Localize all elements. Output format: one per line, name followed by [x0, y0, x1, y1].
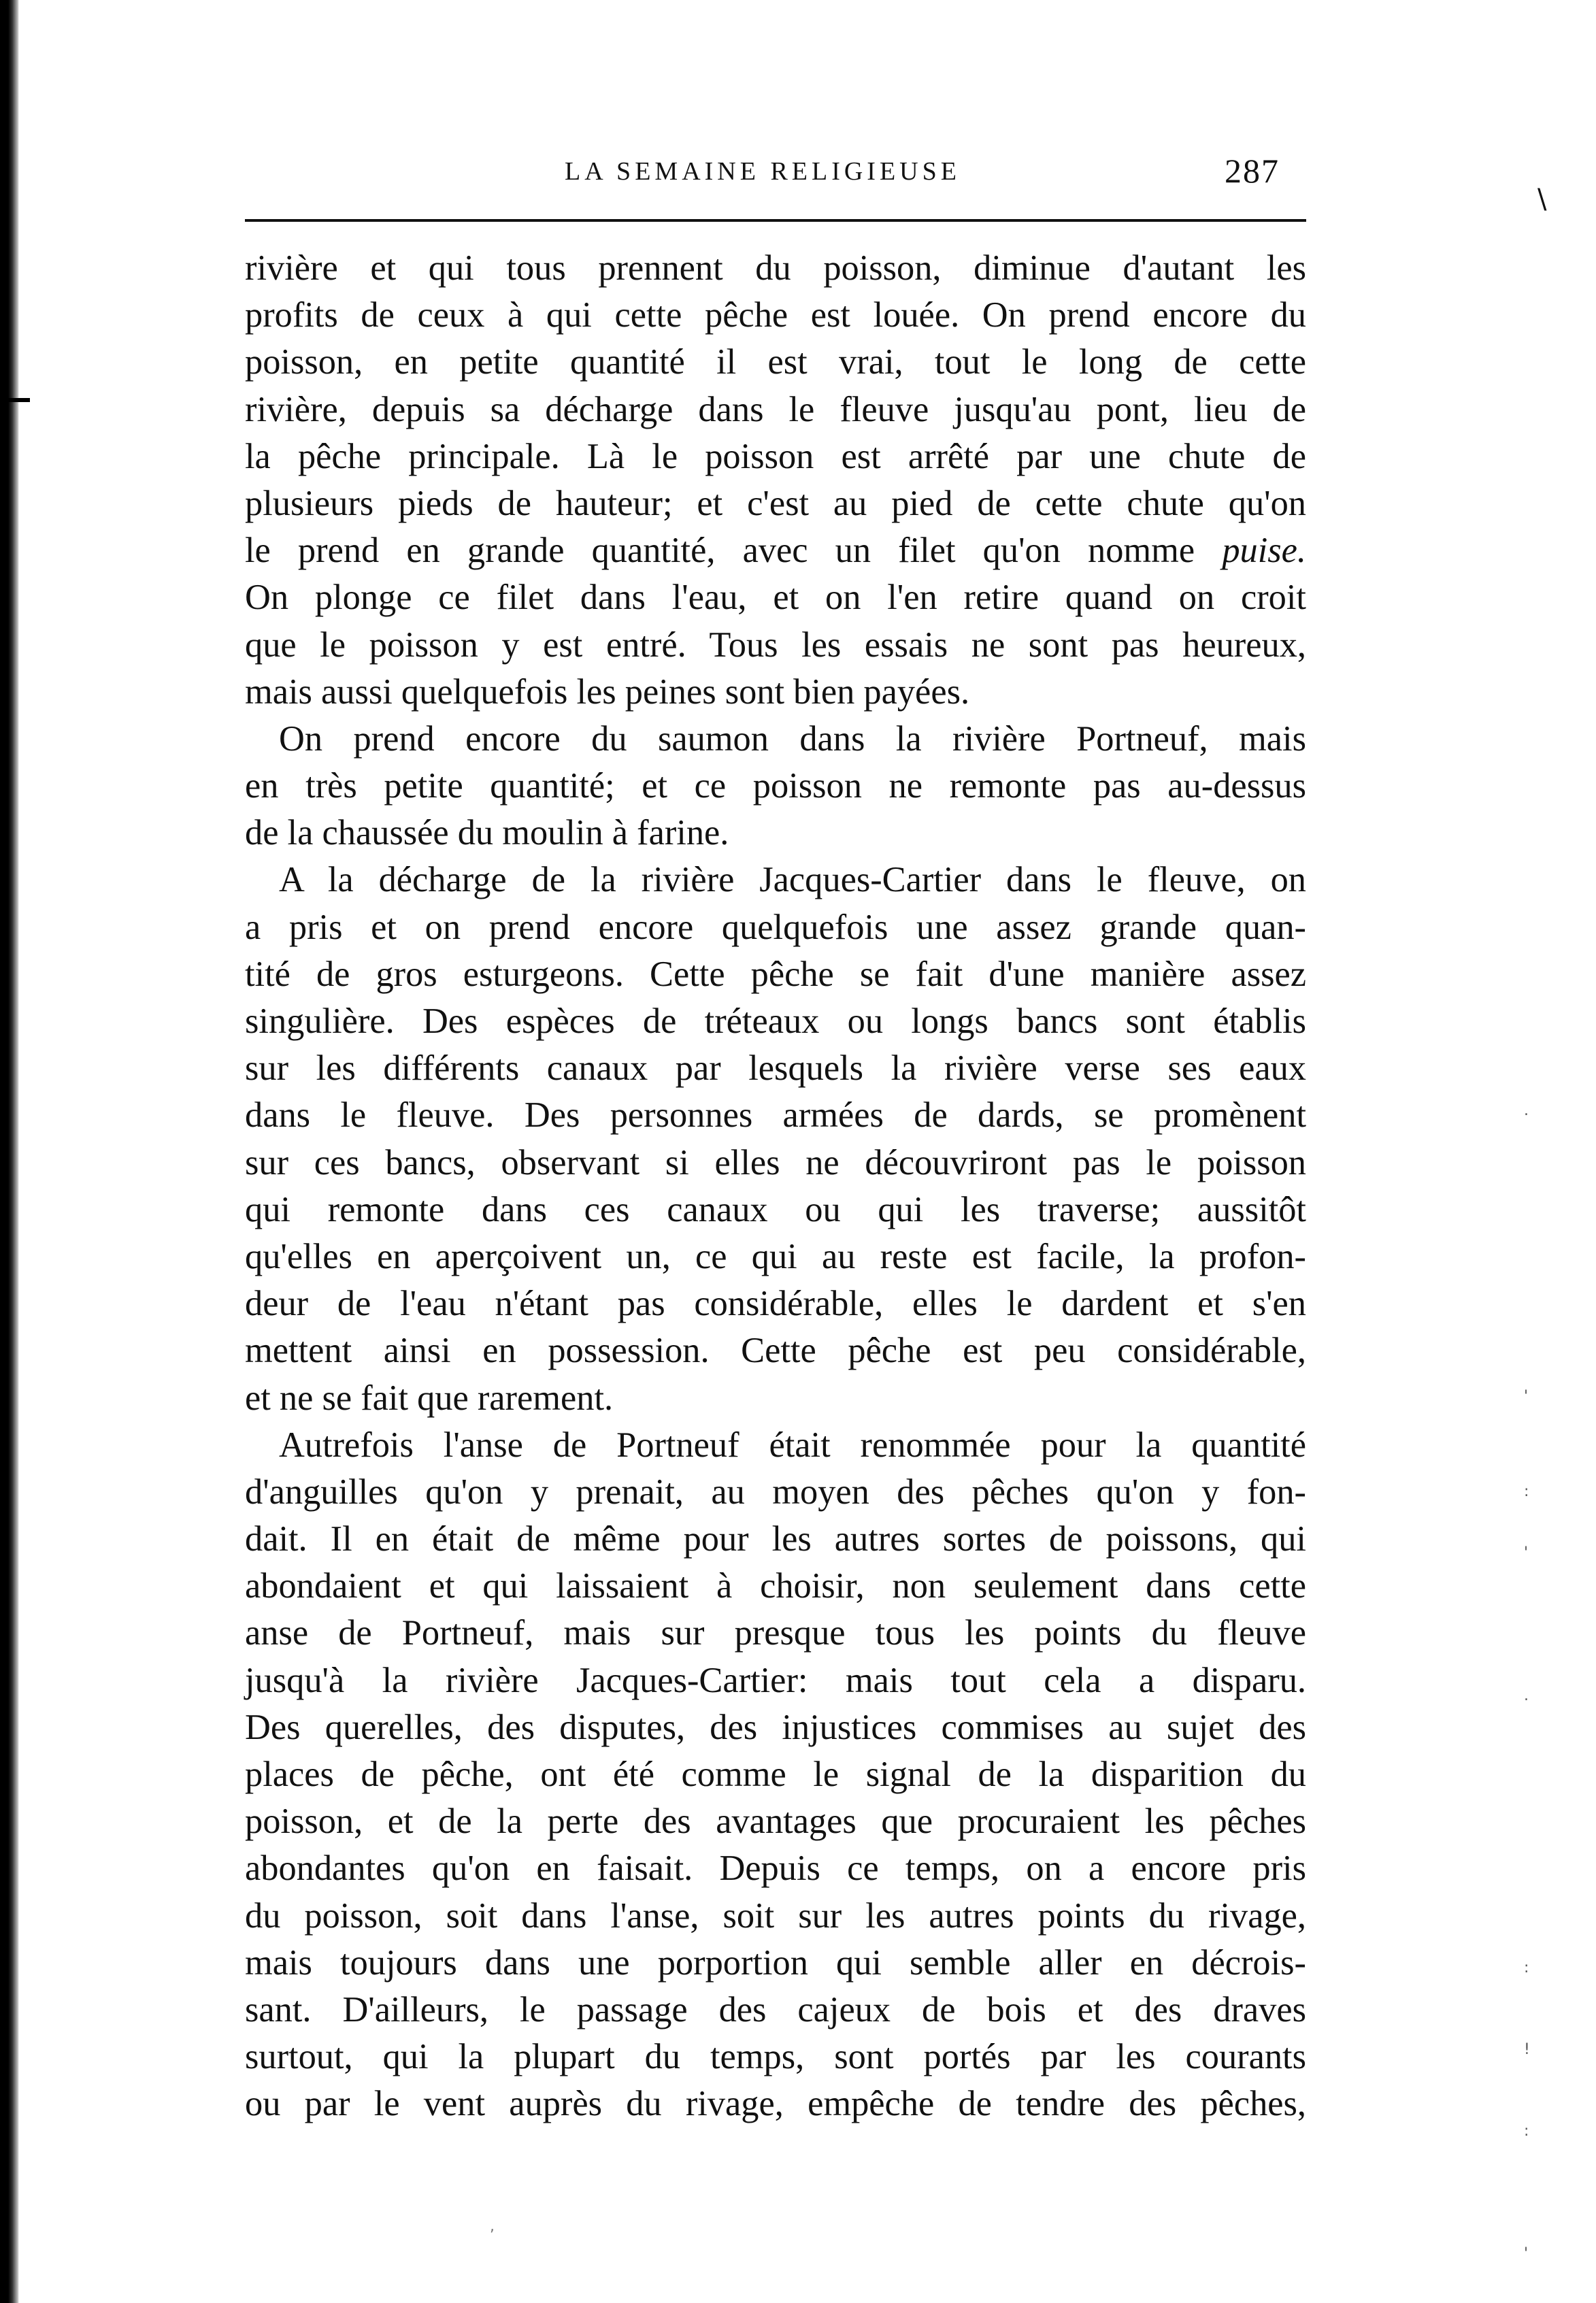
text-line: deur de l'eau n'étant pas considérable, elles le dardent et s'en: [245, 1284, 1306, 1324]
text-line: qu'elles en aperçoivent un, ce qui au reste est facile, la profon-: [245, 1236, 1306, 1276]
text-line: mais aussi quelquefois les peines sont bien payées.: [245, 672, 970, 712]
text-line: la pêche principale. Là le poisson est arrêté par une chute de: [245, 436, 1306, 476]
speck: ': [1524, 1544, 1529, 1561]
text-line: ou par le vent auprès du rivage, empêche de tendre des pêches,: [245, 2084, 1306, 2124]
book-page: [238, 143, 1327, 2124]
text-line: Des querelles, des disputes, des injustices commises au sujet des: [245, 1707, 1306, 1747]
text-line: singulière. Des espèces de tréteaux ou longs bancs sont établis: [245, 1001, 1306, 1041]
text-line: places de pêche, ont été comme le signal de la disparition du: [245, 1755, 1306, 1794]
text-line: abondaient et qui laissaient à choisir, non seulement dans cette: [245, 1566, 1306, 1606]
text-line: et ne se fait que rarement.: [245, 1378, 614, 1418]
speck: :: [1524, 1483, 1529, 1500]
running-head: [238, 143, 1327, 204]
page-number: 287: [1225, 152, 1280, 190]
text-line: mettent ainsi en possession. Cette pêche est peu considérable,: [245, 1331, 1306, 1371]
text-line: sur les différents canaux par lesquels la rivière verse ses eaux: [245, 1048, 1306, 1089]
scan-edge-shadow: [0, 0, 19, 2303]
text-line: Autrefois l'anse de Portneuf était renommée pour la quantité: [279, 1425, 1306, 1465]
text-line: rivière et qui tous prennent du poisson, diminue d'autant les: [245, 248, 1306, 288]
text-line: A la décharge de la rivière Jacques-Cartier dans le fleuve, on: [279, 860, 1306, 900]
body-text: [245, 245, 1306, 2128]
speck: !: [1524, 2041, 1530, 2058]
speck: ': [1524, 2245, 1529, 2262]
text-line: d'anguilles qu'on y prenait, au moyen des pêches qu'on y fon-: [245, 1472, 1306, 1512]
text-line: jusqu'à la rivière Jacques-Cartier: mais tout cela a disparu.: [245, 1660, 1306, 1700]
text-line: dans le fleuve. Des personnes armées de dards, se promènent: [245, 1095, 1306, 1136]
speck: :: [1524, 2123, 1529, 2140]
text-line: On plonge ce filet dans l'eau, et on l'en retire quand on croit: [245, 578, 1306, 618]
header-rule: [245, 219, 1306, 222]
text-line: a pris et on prend encore quelquefois une assez grande quan-: [245, 907, 1306, 947]
text-line: anse de Portneuf, mais sur presque tous les points du fleuve: [245, 1613, 1306, 1653]
text-line: rivière, depuis sa décharge dans le fleuve jusqu'au pont, lieu de: [245, 389, 1306, 429]
running-title: LA SEMAINE RELIGIEUSE: [565, 157, 961, 186]
text-line: plusieurs pieds de hauteur; et c'est au pied de cette chute qu'on: [245, 483, 1306, 523]
text-line-roman: le prend en grande quantité, avec un filet qu'on nomme: [245, 531, 1195, 571]
text-line: On prend encore du saumon dans la rivière Portneuf, mais: [279, 718, 1306, 759]
text-line: que le poisson y est entré. Tous les essais ne sont pas heureux,: [245, 625, 1306, 665]
text-line: en très petite quantité; et ce poisson ne remonte pas au-dessus: [245, 766, 1306, 806]
text-line: du poisson, soit dans l'anse, soit sur les autres points du rivage,: [245, 1895, 1306, 1936]
italic-term: puise.: [1222, 531, 1306, 571]
text-line: [245, 527, 1306, 574]
speck: .: [1524, 1102, 1529, 1119]
text-line: dait. Il en était de même pour les autres sortes de poissons, qui: [245, 1519, 1306, 1559]
text-line: de la chaussée du moulin à farine.: [245, 813, 729, 853]
text-line: mais toujours dans une porportion qui semble aller en décrois-: [245, 1942, 1306, 1983]
right-margin-specks: [1524, 0, 1565, 2303]
text-line: poisson, et de la perte des avantages que procuraient les pêches: [245, 1802, 1306, 1842]
text-line: poisson, en petite quantité il est vrai, tout le long de cette: [245, 342, 1306, 382]
text-line: sant. D'ailleurs, le passage des cajeux de bois et des draves: [245, 1989, 1306, 2029]
text-line: profits de ceux à qui cette pêche est louée. On prend encore du: [245, 295, 1306, 335]
speck: :: [1524, 1959, 1529, 1976]
text-line: tité de gros esturgeons. Cette pêche se fait d'une manière assez: [245, 954, 1306, 994]
text-line: qui remonte dans ces canaux ou qui les traverse; aussitôt: [245, 1189, 1306, 1229]
scan-edge-tick: [0, 398, 30, 402]
speck: .: [1524, 1687, 1529, 1704]
text-line: abondantes qu'on en faisait. Depuis ce temps, on a encore pris: [245, 1849, 1306, 1889]
text-line: sur ces bancs, observant si elles ne découvriront pas le poisson: [245, 1142, 1306, 1182]
speck: ,: [490, 2218, 495, 2235]
corner-speck: \: [1537, 184, 1547, 215]
speck: ': [1524, 1388, 1529, 1405]
text-line: surtout, qui la plupart du temps, sont portés par les courants: [245, 2037, 1306, 2077]
